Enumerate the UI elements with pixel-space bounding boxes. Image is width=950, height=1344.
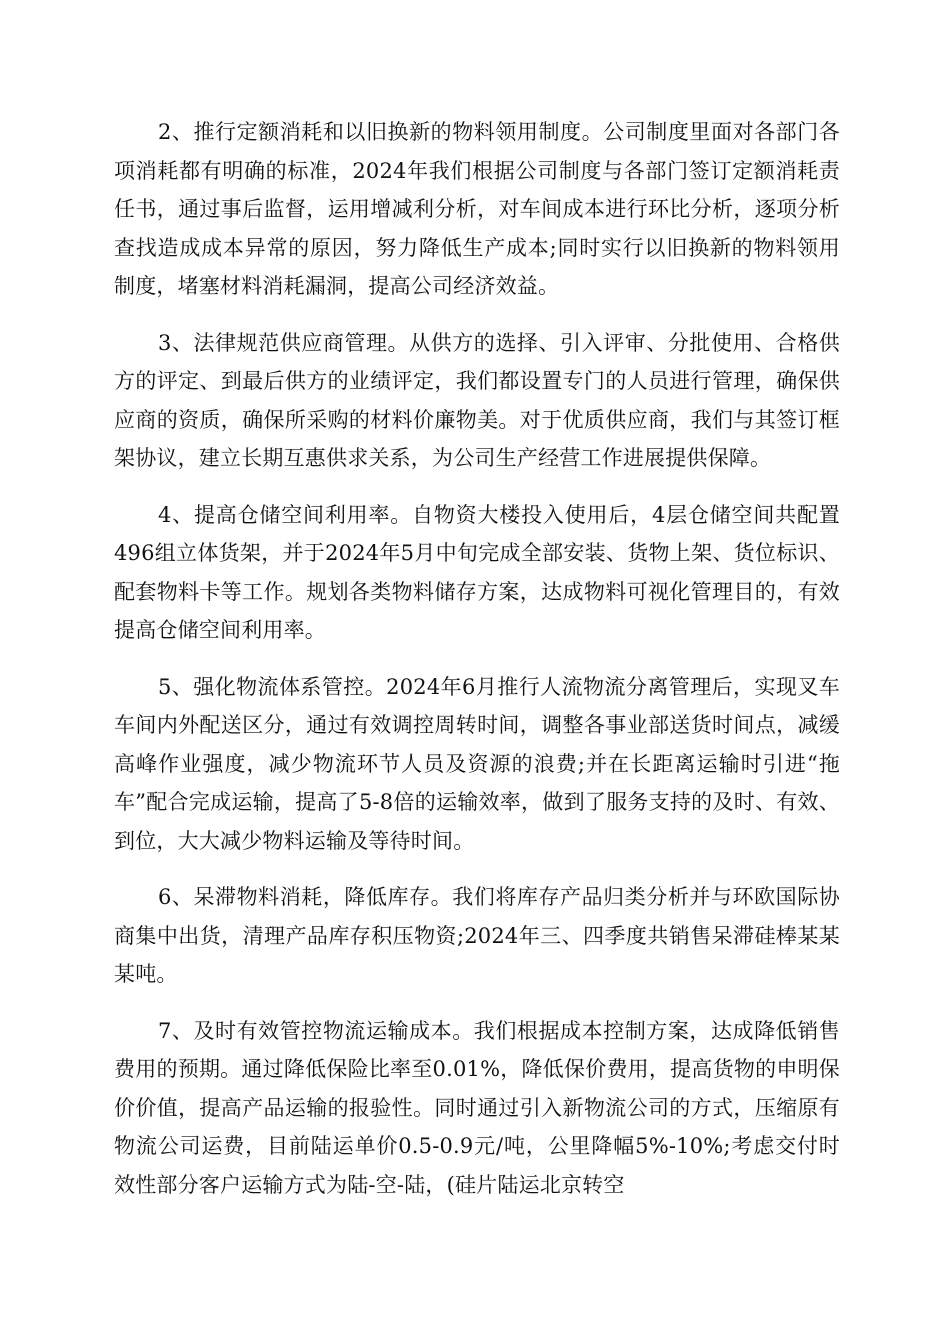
paragraph-6-idle-materials: 6、呆滞物料消耗，降低库存。我们将库存产品归类分析并与环欧国际协商集中出货，清理产品库存积压物资;2024年三、四季度共销售呆滞硅棒某某某吨。 xyxy=(114,885,840,986)
document-body xyxy=(114,113,840,1222)
paragraph-4-storage-utilization: 4、提高仓储空间利用率。自物资大楼投入使用后，4层仓储空间共配置496组立体货架，并于2024年5月中旬完成全部安装、货物上架、货位标识、配套物料卡等工作。规划各类物料储存方案，达成物料可视化管理目的，有效提高仓储空间利用率。 xyxy=(114,502,840,642)
paragraph-5-logistics-control: 5、强化物流体系管控。2024年6月推行人流物流分离管理后，实现叉车车间内外配送区分，通过有效调控周转时间，调整各事业部送货时间点，减缓高峰作业强度，减少物流环节人员及资源的浪费;并在长距离运输时引进“拖车”配合完成运输，提高了5-8倍的运输效率，做到了服务支持的及时、有效、到位，大大减少物料运输及等待时间。 xyxy=(114,674,840,853)
paragraph-2-quota-consumption: 2、推行定额消耗和以旧换新的物料领用制度。公司制度里面对各部门各项消耗都有明确的标准，2024年我们根据公司制度与各部门签订定额消耗责任书，通过事后监督，运用增减利分析，对车间成本进行环比分析，逐项分析查找造成成本异常的原因，努力降低生产成本;同时实行以旧换新的物料领用制度，堵塞材料消耗漏洞，提高公司经济效益。 xyxy=(114,120,840,298)
paragraph-7-transport-cost: 7、及时有效管控物流运输成本。我们根据成本控制方案，达成降低销售费用的预期。通过降低保险比率至0.01%，降低保价费用，提高货物的申明保价价值，提高产品运输的报验性。同时通过引入新物流公司的方式，压缩原有物流公司运费，目前陆运单价0.5-0.9元/吨，公里降幅5%-10%;考虑交付时效性部分客户运输方式为陆-空-陆，(硅片陆运北京转空 xyxy=(114,1018,840,1197)
paragraph-3-supplier-management: 3、法律规范供应商管理。从供方的选择、引入评审、分批使用、合格供方的评定、到最后供方的业绩评定，我们都设置专门的人员进行管理，确保供应商的资质，确保所采购的材料价廉物美。对于优质供应商，我们与其签订框架协议，建立长期互惠供求关系，为公司生产经营工作进展提供保障。 xyxy=(114,330,840,470)
